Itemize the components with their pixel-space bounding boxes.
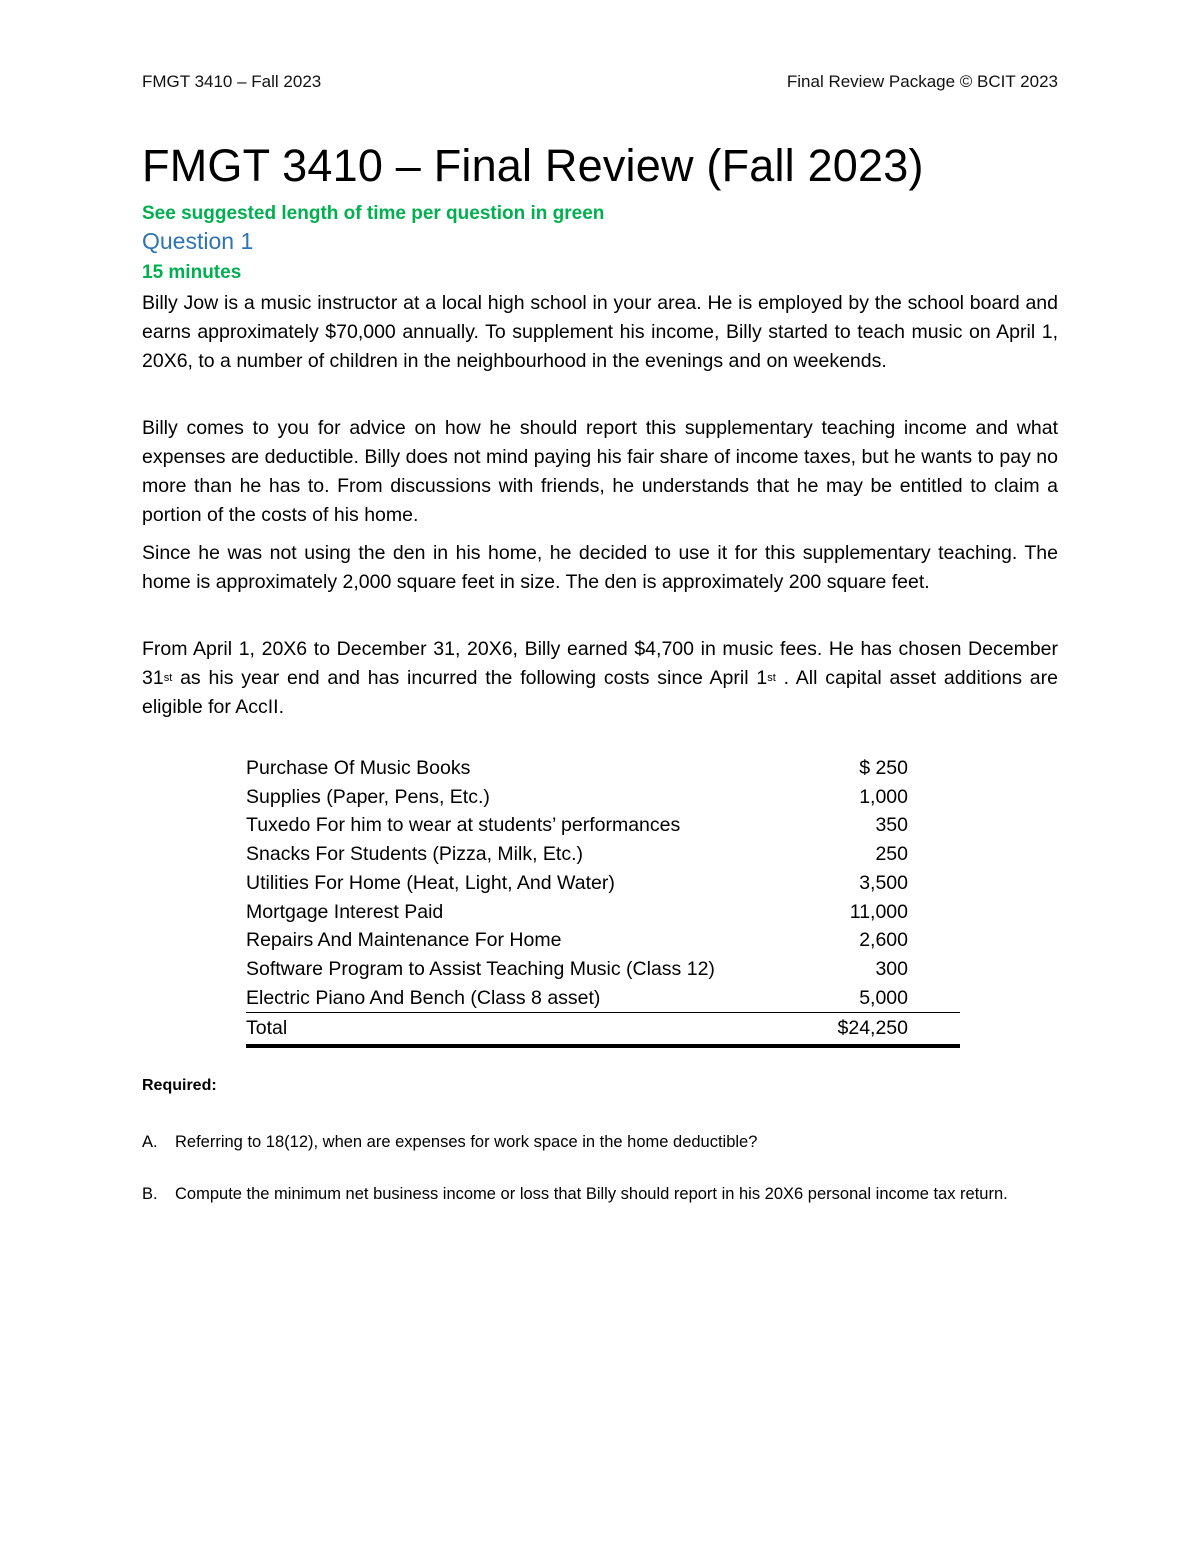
superscript-st-2: st (767, 672, 776, 684)
paragraph-3: Since he was not using the den in his home, he decided to use it for this supplementary teaching. The home is approximately 2,000 square feet in size. The den is approximately 200 square feet. (142, 542, 1058, 593)
paragraph-1: Billy Jow is a music instructor at a local high school in your area. He is employed by the school board and earns approximately $70,000 annually. To supplement his income, Billy started to teach music on April 1, 20X6, to a number of children in the neighbourhood in the evenings and on weekends. (142, 292, 1058, 372)
table-row (246, 783, 960, 812)
cost-label: Supplies (Paper, Pens, Etc.) (246, 785, 490, 808)
page-title: FMGT 3410 – Final Review (Fall 2023) (142, 140, 924, 191)
table-total-row (246, 1013, 960, 1047)
header-package: Final Review Package © BCIT 2023 (786, 72, 1058, 91)
table-row (246, 984, 960, 1013)
superscript-st-1: st (163, 672, 173, 684)
cost-table (246, 754, 960, 1048)
table-row (246, 955, 960, 984)
question-minutes: 15 minutes (142, 262, 242, 283)
paragraph-4 (142, 635, 1058, 722)
cost-amount: 1,000 (859, 785, 908, 808)
required-letter: B. (142, 1185, 158, 1203)
cost-amount: 5,000 (790, 984, 960, 1013)
table-row (246, 840, 960, 869)
table-row (246, 754, 960, 783)
total-amount: $24,250 (790, 1013, 960, 1047)
required-text: Compute the minimum net business income or loss that Billy should report in his 20X6 personal income tax return. (175, 1185, 1008, 1203)
cost-amount: 3,500 (859, 871, 908, 894)
cost-amount: 11,000 (849, 900, 908, 923)
cost-amount: 250 (875, 843, 908, 866)
required-letter: A. (142, 1133, 158, 1151)
paragraph-4-part2: as his year end and has incurred the following costs since April 1 (172, 667, 768, 689)
cost-label: Mortgage Interest Paid (246, 900, 444, 923)
paragraph-4-part1: From April 1, 20X6 to December 31, 20X6, Billy earned $4,700 in music fees. He has chosen December 31 (142, 638, 1058, 689)
question-heading: Question 1 (142, 228, 254, 254)
table-row (246, 869, 960, 898)
total-label: Total (246, 1013, 790, 1047)
cost-amount: 350 (875, 814, 908, 837)
time-note: See suggested length of time per question in green (142, 203, 605, 224)
cost-label: Electric Piano And Bench (Class 8 asset) (246, 984, 790, 1013)
header-course: FMGT 3410 – Fall 2023 (142, 72, 322, 91)
table-row (246, 926, 960, 955)
cost-amount: 2,600 (859, 929, 908, 952)
table-row (246, 898, 960, 927)
cost-label: Tuxedo For him to wear at students’ performances (246, 814, 681, 837)
cost-amount: 300 (875, 957, 908, 980)
cost-label: Purchase Of Music Books (246, 757, 471, 779)
cost-amount: $ 250 (859, 757, 908, 779)
required-text: Referring to 18(12), when are expenses for work space in the home deductible? (175, 1133, 758, 1151)
cost-label: Snacks For Students (Pizza, Milk, Etc.) (246, 843, 584, 866)
cost-label: Utilities For Home (Heat, Light, And Water) (246, 871, 615, 894)
paragraph-2: Billy comes to you for advice on how he should report this supplementary teaching income and what expenses are deductible. Billy does not mind paying his fair share of income taxes, but he wants to pay no more than he has to. From discussions with friends, he understands that he may be entitled to claim a portion of the costs of his home. (142, 417, 1058, 526)
paragraph-4-part3: . All capital asset additions are eligible for AccII. (142, 667, 1058, 718)
required-item-a (142, 1129, 1058, 1155)
cost-label: Software Program to Assist Teaching Music (Class 12) (246, 957, 715, 980)
table-row (246, 811, 960, 840)
required-heading: Required: (142, 1077, 217, 1094)
cost-label: Repairs And Maintenance For Home (246, 929, 562, 952)
required-item-b (142, 1181, 1058, 1207)
